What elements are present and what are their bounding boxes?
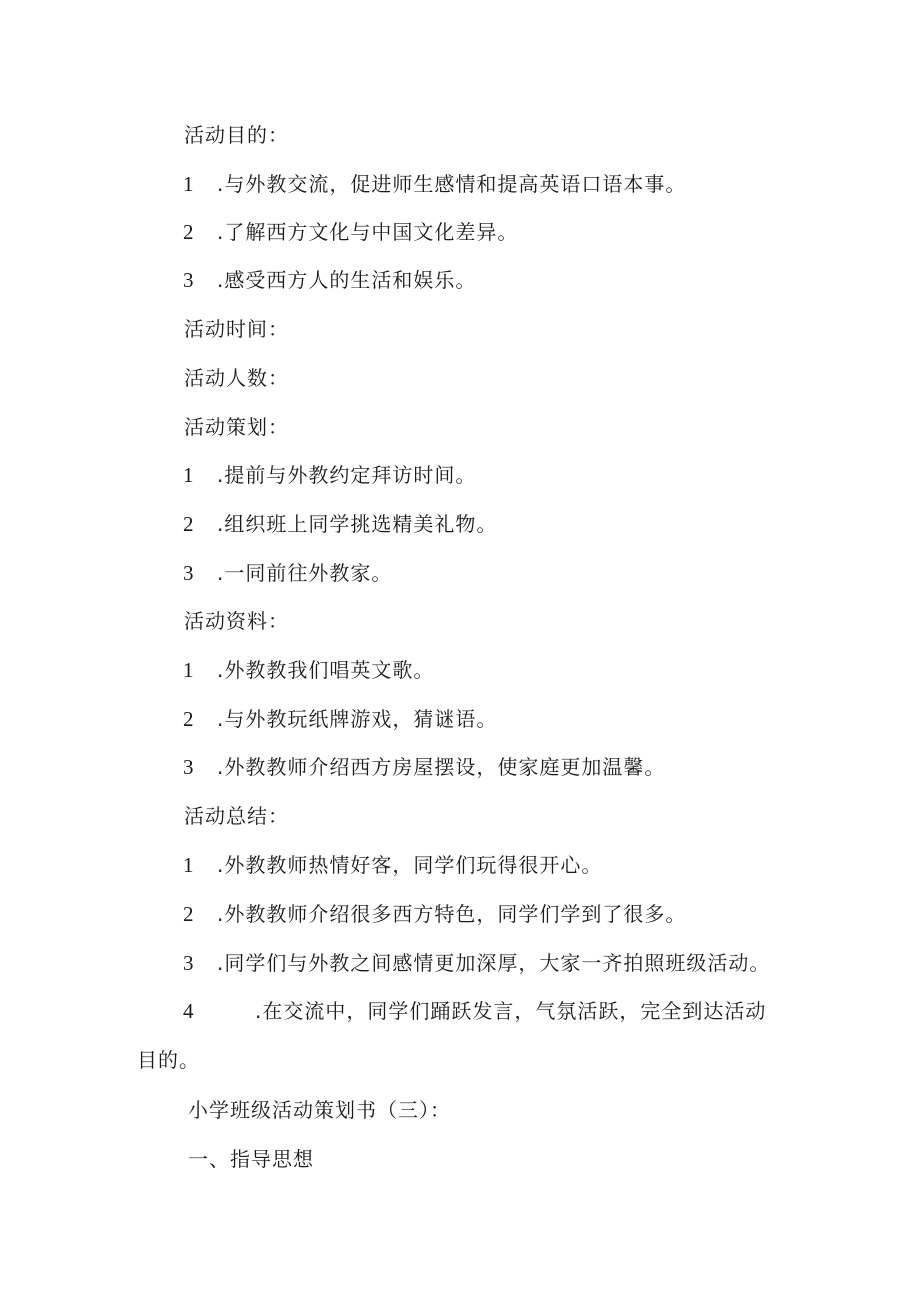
summary-item-1 [183,851,602,879]
item-number: 3 [183,561,195,585]
item-text: .组织班上同学挑选精美礼物。 [217,512,498,536]
item-number: 4 [183,999,195,1023]
purpose-item-1 [183,170,686,198]
item-text: .外教教师热情好客，同学们玩得很开心。 [217,853,603,877]
item-number: 3 [183,268,195,292]
activity-time-label: 活动时间： [184,317,289,341]
next-document-title: 小学班级活动策划书（三）： [188,1098,451,1122]
purpose-item-2 [183,218,518,246]
item-text: .在交流中，同学们踊跃发言，气氛活跃，完全到达活动 [255,999,767,1023]
item-text: .外教教我们唱英文歌。 [217,658,435,682]
item-text: .一同前往外教家。 [217,561,393,585]
item-number: 1 [183,172,195,196]
activity-people-label: 活动人数： [184,366,289,390]
item-number: 2 [183,707,195,731]
item-number: 2 [183,902,195,926]
plan-item-1 [183,461,476,489]
next-section-heading: 一、指导思想 [188,1147,314,1171]
item-text: .感受西方人的生活和娱乐。 [217,268,477,292]
plan-item-2 [183,510,497,538]
content-item-3 [183,753,665,781]
summary-item-4-continuation: 目的。 [137,1048,200,1072]
plan-item-3 [183,559,392,587]
content-item-2 [183,705,497,733]
item-number: 1 [183,853,195,877]
summary-item-3 [183,949,770,977]
item-number: 3 [183,755,195,779]
item-number: 2 [183,220,195,244]
item-text: .同学们与外教之间感情更加深厚，大家一齐拍照班级活动。 [217,951,771,975]
item-number: 3 [183,951,195,975]
summary-item-2 [183,900,686,928]
item-text: .外教教师介绍西方房屋摆设，使家庭更加温馨。 [217,755,666,779]
item-number: 2 [183,512,195,536]
summary-heading: 活动总结： [184,804,289,828]
purpose-heading: 活动目的： [184,123,289,147]
item-number: 1 [183,658,195,682]
item-text: .外教教师介绍很多西方特色，同学们学到了很多。 [217,902,687,926]
item-text: .与外教交流，促进师生感情和提高英语口语本事。 [217,172,687,196]
content-item-1 [183,656,434,684]
purpose-item-3 [183,266,476,294]
plan-heading: 活动策划： [184,415,289,439]
item-text: .与外教玩纸牌游戏，猜谜语。 [217,707,498,731]
item-text: .提前与外教约定拜访时间。 [217,463,477,487]
content-heading: 活动资料： [184,609,289,633]
item-text: .了解西方文化与中国文化差异。 [217,220,519,244]
summary-item-4 [183,997,766,1025]
item-number: 1 [183,463,195,487]
